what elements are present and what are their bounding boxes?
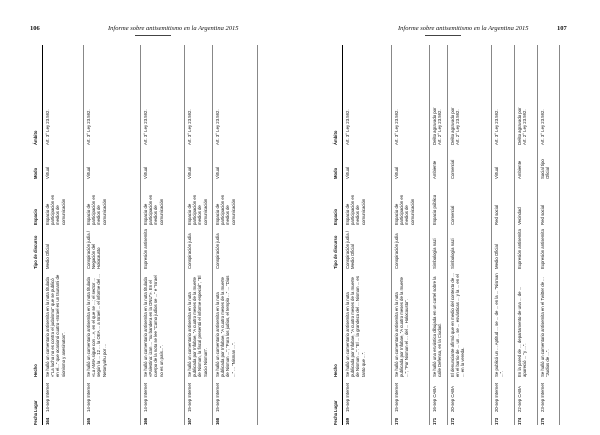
- running-head: Informe sobre antisemitismo en la Argentina 2015: [398, 25, 529, 32]
- row-mode: Social tipo Oficial: [540, 159, 551, 179]
- header-fecha: Fecha: [333, 412, 338, 425]
- header-ambito: Ámbito: [333, 130, 338, 145]
- table-row: [538, 45, 560, 425]
- row-type: Conspiración judía: [187, 233, 192, 269]
- header-hecho: Hecho: [33, 364, 38, 377]
- row-mode: Comercial: [450, 159, 455, 179]
- row-scope: Art. 3° Ley 23.592.: [45, 109, 50, 145]
- row-type: Medio Oficial: [45, 244, 50, 269]
- row-event: Se halló un comentario antisemita en la nota titulada «La AMIA sigue con ...», en el que se ...; el sector ... según la ... 12 ... la OEA ... a Israel ... el informe del ... Netanyahu por ...: [86, 274, 107, 377]
- table-row: [185, 45, 213, 425]
- row-scope: Art. 3° Ley 23.592.: [187, 109, 192, 145]
- row-event: Se halló un comentario antisemita en la nota publicada por Infobae, "A cuatro meses de la muerte de Nisman ...": "El ... la grandeza del ... Nisman ... es tanto que ...".: [345, 276, 366, 377]
- table-header: [330, 45, 343, 425]
- row-type: Conspiración judía / Negación del Holocausto: [86, 231, 102, 269]
- header-tipo: Tipo de discurso: [33, 235, 38, 269]
- row-number: 166: [143, 417, 148, 425]
- row-mode: Virtual: [143, 166, 148, 179]
- row-type: Expresión antisemita: [143, 229, 148, 269]
- row-type: Expresión antisemita: [517, 229, 522, 269]
- header-modo: Modo: [33, 167, 38, 179]
- row-number: 173: [494, 417, 499, 425]
- rotated-table: [30, 45, 260, 425]
- table-row: [343, 45, 392, 425]
- row-date-place: 20-sep CABA: [450, 385, 455, 412]
- row-event: Se publicó un ... Aptitud ... se ... de ... en la ... "Nisman ...".: [494, 273, 505, 377]
- row-scope: Art. 3° Ley 23.592.: [143, 109, 148, 145]
- row-scope: Art. 3° Ley 23.592.: [394, 109, 399, 145]
- row-type: Simbología nazi: [432, 238, 437, 269]
- row-number: 167: [187, 417, 192, 425]
- row-space: Espacio de participación en medios de comunicación: [86, 194, 107, 225]
- row-type: Conspiración judía: [215, 233, 220, 269]
- row-date-place: 23-sep Internet: [540, 383, 545, 412]
- row-type: Simbología nazi: [450, 238, 455, 269]
- row-scope: Delito agravado por Art. 2° Ley 23.592.: [517, 107, 528, 145]
- row-date-place: 15-sep Internet: [345, 383, 350, 412]
- row-event: Se halló un comentario antisemita en el Twitter de ... "Judíos de ...".: [540, 277, 551, 377]
- table-row: [492, 45, 515, 425]
- row-mode: Virtual: [86, 166, 91, 179]
- row-number: 165: [86, 417, 91, 425]
- row-space: Espacio de participación en medios de comunicación: [187, 194, 208, 225]
- row-date-place: 14-sep Internet: [143, 383, 148, 412]
- row-mode: Virtual: [187, 166, 192, 179]
- row-event: En la pared de ... departamento de una ... de ... apareció ... "y ...".: [517, 286, 528, 377]
- row-date-place: 20-sep Internet: [494, 383, 499, 412]
- row-space: Espacio de participación en medios de comunicación: [45, 194, 66, 225]
- row-scope: Art. 3° Ley 23.592.: [215, 109, 220, 145]
- row-mode: Virtual: [345, 166, 350, 179]
- table-row: [141, 45, 185, 425]
- row-scope: Art. 3° Ley 23.592.: [86, 109, 91, 145]
- row-space: Red social: [494, 204, 499, 225]
- row-mode: Ambiente: [517, 160, 522, 179]
- row-date-place: 14-sep Internet: [45, 383, 50, 412]
- page-number: 107: [557, 25, 567, 32]
- header-hecho: Hecho: [333, 364, 338, 377]
- table-row: [392, 45, 430, 425]
- row-scope: Art. 3° Ley 23.592.: [345, 109, 350, 145]
- table-row: [84, 45, 141, 425]
- row-mode: Virtual: [45, 166, 50, 179]
- row-date-place: 15-sep Internet: [187, 383, 192, 412]
- running-head: Informe sobre antisemitismo en la Argentina 2015: [108, 25, 239, 32]
- header-espacio: Espacio: [333, 208, 338, 225]
- row-event: Se halló un comentario antisemita en la nota publicada por Infobae, "A cuatro meses de la muerte ..."; "Por Nisman el ... del ... Holocausto".: [394, 277, 410, 377]
- row-event: Se halló un comentario antisemita en la nota publicada por Infobae, "A cuatro meses de la muerte de Nisman, la fiscal presentó el informe especial", "El Socio Nisman".: [187, 275, 208, 377]
- row-date-place: 14-sep Internet: [86, 383, 91, 412]
- row-number: 169: [345, 417, 350, 425]
- header-ambito: Ámbito: [33, 130, 38, 145]
- row-event: Se halló un comentario antisemita en la nota publicada por Infobae, "A cuatro meses de la muerte de Nisman ..."; "Para los judíos, el templo ..." ... "Dios ..." ... "Nisman ...".: [215, 275, 236, 377]
- page-number: 106: [30, 25, 40, 32]
- row-space: Comercial: [450, 205, 455, 225]
- header-rule: [135, 35, 171, 36]
- row-scope: Delito agravado por Art. 2° Ley 23.592.: [450, 107, 461, 145]
- row-space: Espacio público: [432, 194, 437, 225]
- table-header: [30, 45, 43, 425]
- row-event: Se halló un comentario antisemita en la nota titulada «Palestina: izan ... "su bandera en la ONU"». En el cuerpo de la nota se lee "Como judíos se ..." e "Israel no es un país...".: [143, 275, 164, 377]
- row-space: Red social: [540, 204, 545, 225]
- row-event: El denunciante afirmó que en medio del contexto de ... en el barrio de ... un ... se ... esvásticas ... y la ... en el ... en la vereda.: [450, 273, 466, 377]
- row-space: Espacio de participación en medios de comunicación: [215, 194, 236, 225]
- row-mode: Ambiente: [432, 160, 437, 179]
- row-scope: Delito agravado por Art. 2° Ley 23.592.: [432, 107, 443, 145]
- row-mode: Virtual: [494, 166, 499, 179]
- row-space: Espacio de participación en medios de comunicación: [394, 194, 415, 225]
- row-number: 168: [215, 417, 220, 425]
- table-row: [515, 45, 538, 425]
- row-event: Se halló un comentario antisemita en la nota titulada «"La lucha no es contra el judaísmo" que se publicó en el..." que ocasionó cuatro «Israel es un tsunami de sionismo y asesinatos".: [45, 274, 66, 377]
- row-number: 171: [432, 417, 437, 425]
- table-row: [213, 45, 258, 425]
- header-modo: Modo: [333, 167, 338, 179]
- row-number: 175: [540, 417, 545, 425]
- header-rule: [425, 35, 461, 36]
- table-row: [448, 45, 492, 425]
- row-mode: Virtual: [215, 166, 220, 179]
- row-number: 172: [450, 417, 455, 425]
- row-type: Conspiración judía / Medio Oficial: [345, 231, 356, 269]
- row-type: Medio Oficial: [494, 244, 499, 269]
- row-date-place: 15-sep Internet: [394, 383, 399, 412]
- row-type: Conspiración judía: [394, 233, 399, 269]
- row-mode: Virtual: [394, 166, 399, 179]
- row-scope: Art. 3° Ley 23.592.: [494, 109, 499, 145]
- header-lugar: Lugar: [333, 400, 338, 412]
- row-date-place: 22-sep CABA: [517, 385, 522, 412]
- row-space: Vecindad: [517, 207, 522, 225]
- header-fecha: Fecha: [33, 412, 38, 425]
- row-date-place: 15-sep Internet: [215, 383, 220, 412]
- right-page: [300, 0, 600, 435]
- row-number: 174: [517, 417, 522, 425]
- row-number: 164: [45, 417, 50, 425]
- row-space: Espacio de participación en medios de comunicación: [143, 194, 164, 225]
- row-date-place: 16-sep CABA: [432, 385, 437, 412]
- rotated-table: [330, 45, 560, 425]
- row-scope: Art. 3° Ley 23.592.: [540, 109, 545, 145]
- row-space: Espacio de participación en medios de comunicación: [345, 194, 366, 225]
- header-lugar: Lugar: [33, 400, 38, 412]
- table-row: [430, 45, 448, 425]
- row-number: 170: [394, 417, 399, 425]
- row-type: Expresión antisemita: [540, 229, 545, 269]
- header-espacio: Espacio: [33, 208, 38, 225]
- table-row: [43, 45, 84, 425]
- header-tipo: Tipo de discurso: [333, 235, 338, 269]
- row-event: Se halló una esvástica dibujada en un cartel sobre la calle Defensa, en la Ciudad.: [432, 276, 443, 377]
